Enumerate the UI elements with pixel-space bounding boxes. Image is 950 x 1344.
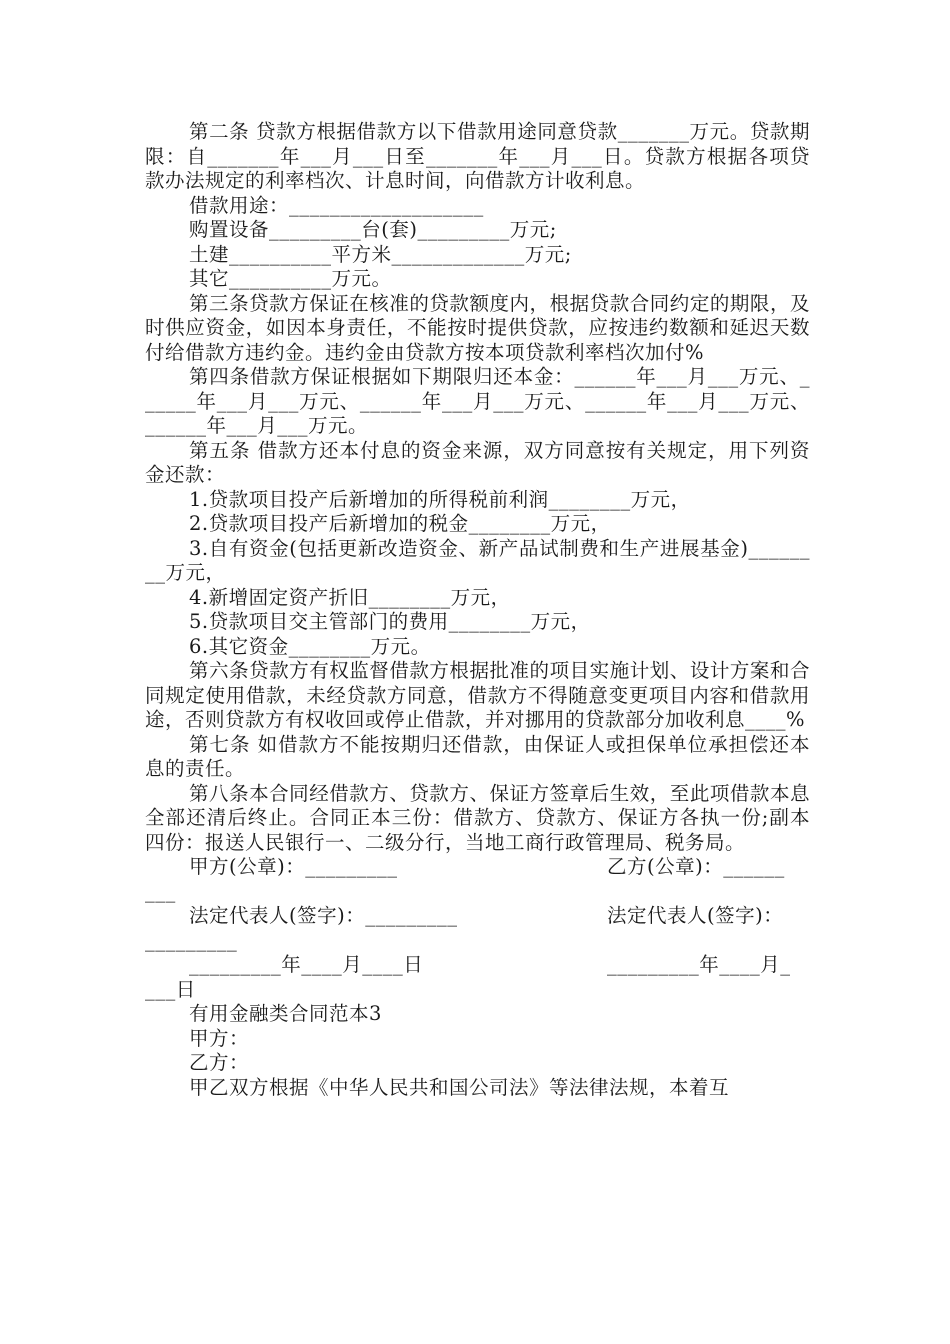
party-b-date: _________年____月_ [607, 953, 791, 976]
fund-source-item-6: 6.其它资金________万元。 [189, 634, 431, 658]
date-row [145, 953, 810, 978]
fund-source-item-2: 2.贷款项目投产后新增加的税金________万元， [189, 512, 611, 535]
seal-row [145, 855, 810, 880]
article-8: 第八条本合同经借款方、贷款方、保证方签章后生效，至此项借款本息全部还清后终止。合同正本三份：借款方、贷款方、保证方各执一份;副本四份：报送人民银行一、二级分行，当地工商行政管理局、税务局。 [145, 781, 810, 854]
next-contract-intro: 甲乙双方根据《中华人民共和国公司法》等法律法规，本着互 [189, 1075, 730, 1099]
fund-source-item-3: 3.自有资金(包括更新改造资金、新产品试制费和生产进展基金)________万元， [145, 536, 810, 584]
article-2: 第二条 贷款方根据借款方以下借款用途同意贷款_______万元。贷款期限：自_______年___月___日至_______年___月___日。贷款方根据各项贷款办法规定的利率档次、计息时间，向借款方计收利息。 [145, 120, 810, 192]
document-page [145, 120, 810, 1100]
next-contract-party-a: 甲方： [189, 1026, 250, 1050]
party-b-representative: 法定代表人(签字)： [607, 904, 784, 927]
next-contract-title: 有用金融类合同范本3 [189, 1002, 382, 1025]
fund-source-item-4: 4.新增固定资产折旧________万元， [189, 585, 511, 609]
party-b-seal-wrap: ___ [145, 879, 176, 903]
article-6: 第六条贷款方有权监督借款方根据批准的项目实施计划、设计方案和合同规定使用借款，未经贷款方同意，借款方不得随意变更项目内容和借款用途，否则贷款方有权收回或停止借款，并对挪用的贷款部分加收利息____% [145, 659, 810, 731]
party-a-date: _________年____月____日 [189, 953, 424, 976]
equipment-line: 购置设备_________台(套)_________万元; [189, 218, 557, 241]
article-4: 第四条借款方保证根据如下期限归还本金：______年___月___万元、______年___月___万元、______年___月___万元、______年___月___万元、______年___月___万元。 [145, 365, 810, 437]
party-a-seal: 甲方(公章)：_________ [189, 855, 398, 878]
other-line: 其它__________万元。 [189, 267, 392, 290]
party-b-date-wrap: ___日 [145, 977, 196, 1001]
civil-works-line: 土建__________平方米_____________万元; [189, 242, 572, 266]
article-3: 第三条贷款方保证在核准的贷款额度内，根据贷款合同约定的期限，及时供应资金，如因本身责任，不能按时提供贷款，应按违约数额和延迟天数付给借款方违约金。违约金由贷款方按本项贷款利率档次加付% [145, 291, 810, 364]
article-7: 第七条 如借款方不能按期归还借款，由保证人或担保单位承担偿还本息的责任。 [145, 732, 810, 780]
party-a-representative: 法定代表人(签字)：_________ [189, 904, 458, 927]
party-b-representative-wrap: _________ [145, 928, 238, 952]
loan-purpose-line: 借款用途：___________________ [189, 193, 484, 217]
fund-source-item-5: 5.贷款项目交主管部门的费用________万元， [189, 610, 591, 633]
representative-row [145, 904, 810, 929]
fund-source-item-1: 1.贷款项目投产后新增加的所得税前利润________万元， [189, 487, 691, 511]
party-b-seal: 乙方(公章)：______ [607, 855, 785, 878]
next-contract-party-b: 乙方： [189, 1051, 250, 1074]
article-5: 第五条 借款方还本付息的资金来源，双方同意按有关规定，用下列资金还款： [145, 438, 810, 486]
